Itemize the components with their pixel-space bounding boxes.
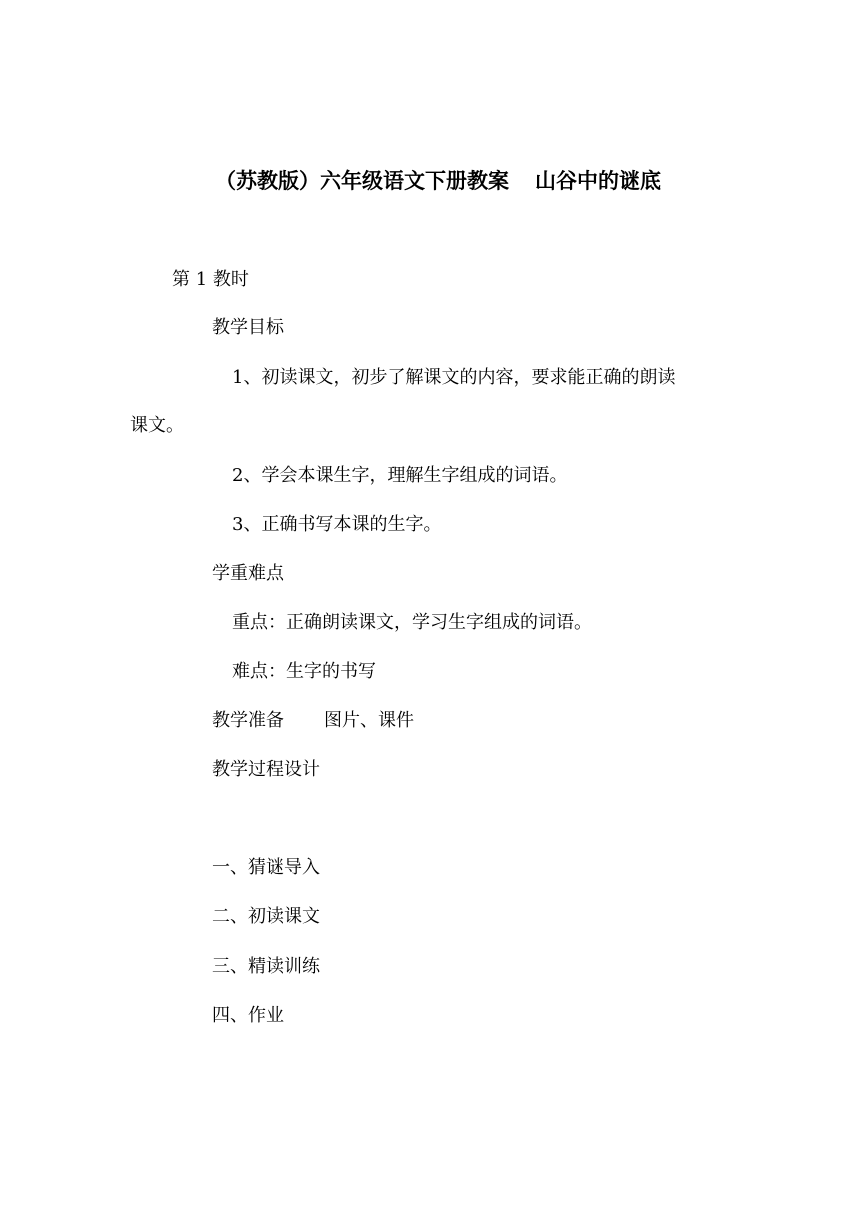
process-step: 二、初读课文 <box>212 906 320 927</box>
lesson-number: 第 1 教时 <box>172 269 249 290</box>
objectives-heading: 教学目标 <box>212 317 284 338</box>
difficult-point: 难点：生字的书写 <box>232 661 376 682</box>
objective-1-line-1: 1、初读课文，初步了解课文的内容，要求能正确的朗读 <box>232 367 676 388</box>
objective-1-line-2: 课文。 <box>130 415 184 436</box>
document-title <box>215 168 661 194</box>
process-step: 三、精读训练 <box>212 956 320 977</box>
process-heading: 教学过程设计 <box>212 759 320 780</box>
preparation-label: 教学准备 <box>212 710 284 731</box>
objective-3: 3、正确书写本课的生字。 <box>232 514 442 535</box>
preparation-row <box>212 709 414 733</box>
preparation-value: 图片、课件 <box>324 710 414 731</box>
title-lesson-name: 山谷中的谜底 <box>535 169 661 193</box>
objective-2: 2、学会本课生字，理解生字组成的词语。 <box>232 465 568 486</box>
title-main: （苏教版）六年级语文下册教案 <box>215 169 509 193</box>
process-step: 四、作业 <box>212 1005 284 1026</box>
key-point: 重点：正确朗读课文，学习生字组成的词语。 <box>232 612 592 633</box>
keypoints-heading: 学重难点 <box>212 563 284 584</box>
process-step: 一、猜谜导入 <box>212 857 320 878</box>
